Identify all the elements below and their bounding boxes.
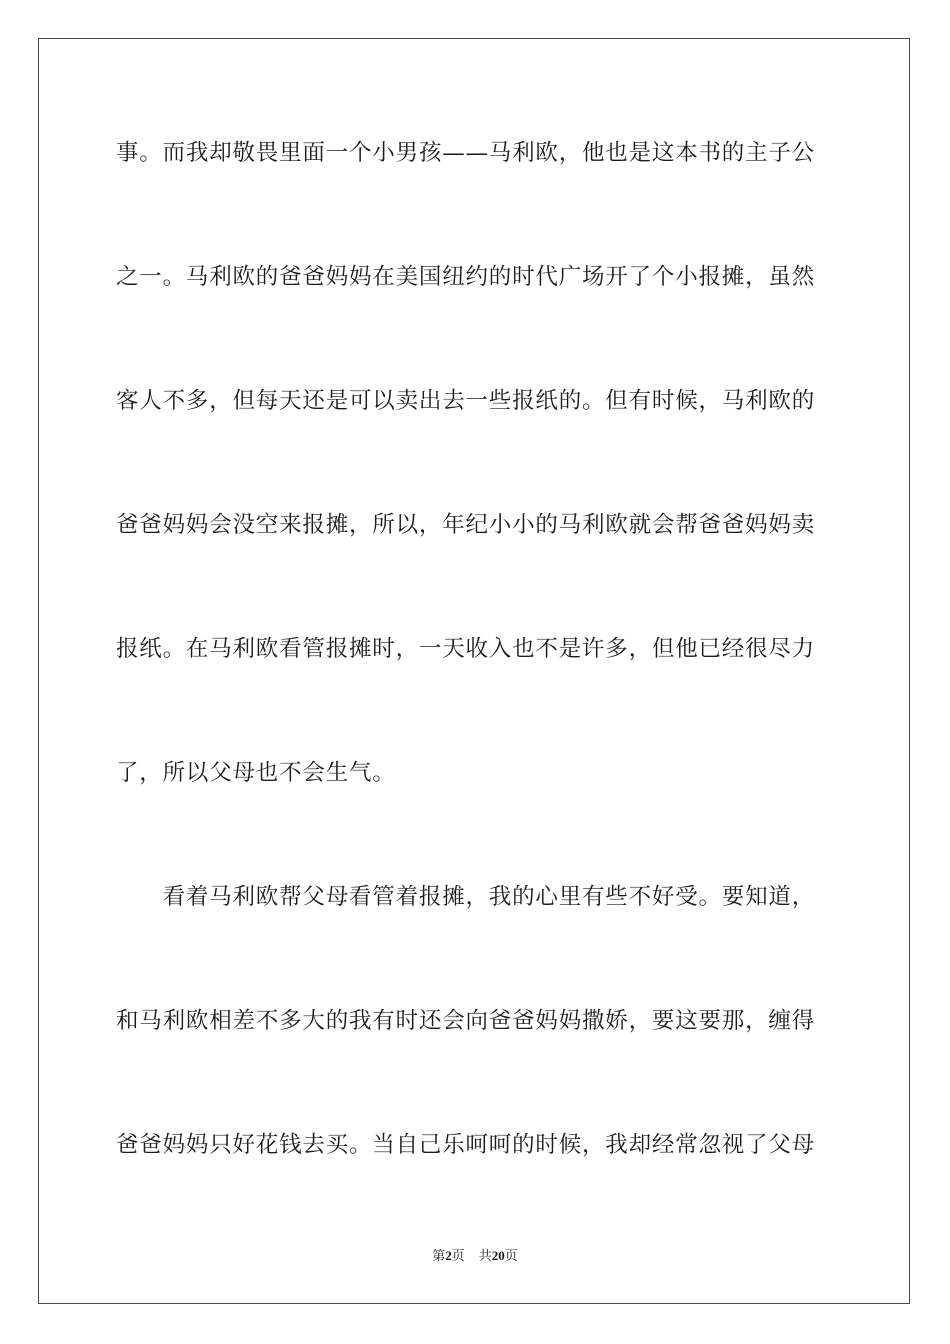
text-line-8: 和马利欧相差不多大的我有时还会向爸爸妈妈撒娇，要这要那，缠得 — [116, 1008, 816, 1034]
page-border — [38, 38, 910, 1304]
text-line-7: 看着马利欧帮父母看管着报摊，我的心里有些不好受。要知道， — [116, 884, 816, 910]
text-line-5: 报纸。在马利欧看管报摊时，一天收入也不是许多，但他已经很尽力 — [116, 636, 816, 662]
text-line-4: 爸爸妈妈会没空来报摊，所以，年纪小小的马利欧就会帮爸爸妈妈卖 — [116, 512, 816, 538]
total-pages: 20 — [491, 1248, 505, 1263]
text-line-1: 事。而我却敬畏里面一个小男孩——马利欧，他也是这本书的主子公 — [116, 140, 816, 166]
text-line-6: 了，所以父母也不会生气。 — [116, 760, 396, 786]
total-prefix: 共 — [478, 1249, 492, 1264]
text-line-2: 之一。马利欧的爸爸妈妈在美国纽约的时代广场开了个小报摊，虽然 — [116, 264, 816, 290]
page-footer — [0, 1247, 950, 1266]
total-suffix: 页 — [504, 1249, 518, 1264]
page-prefix: 第 — [432, 1249, 446, 1264]
page-number: 2 — [445, 1248, 452, 1263]
page-suffix: 页 — [451, 1249, 465, 1264]
text-line-9: 爸爸妈妈只好花钱去买。当自己乐呵呵的时候，我却经常忽视了父母 — [116, 1132, 816, 1158]
text-line-3: 客人不多，但每天还是可以卖出去一些报纸的。但有时候，马利欧的 — [116, 388, 816, 414]
